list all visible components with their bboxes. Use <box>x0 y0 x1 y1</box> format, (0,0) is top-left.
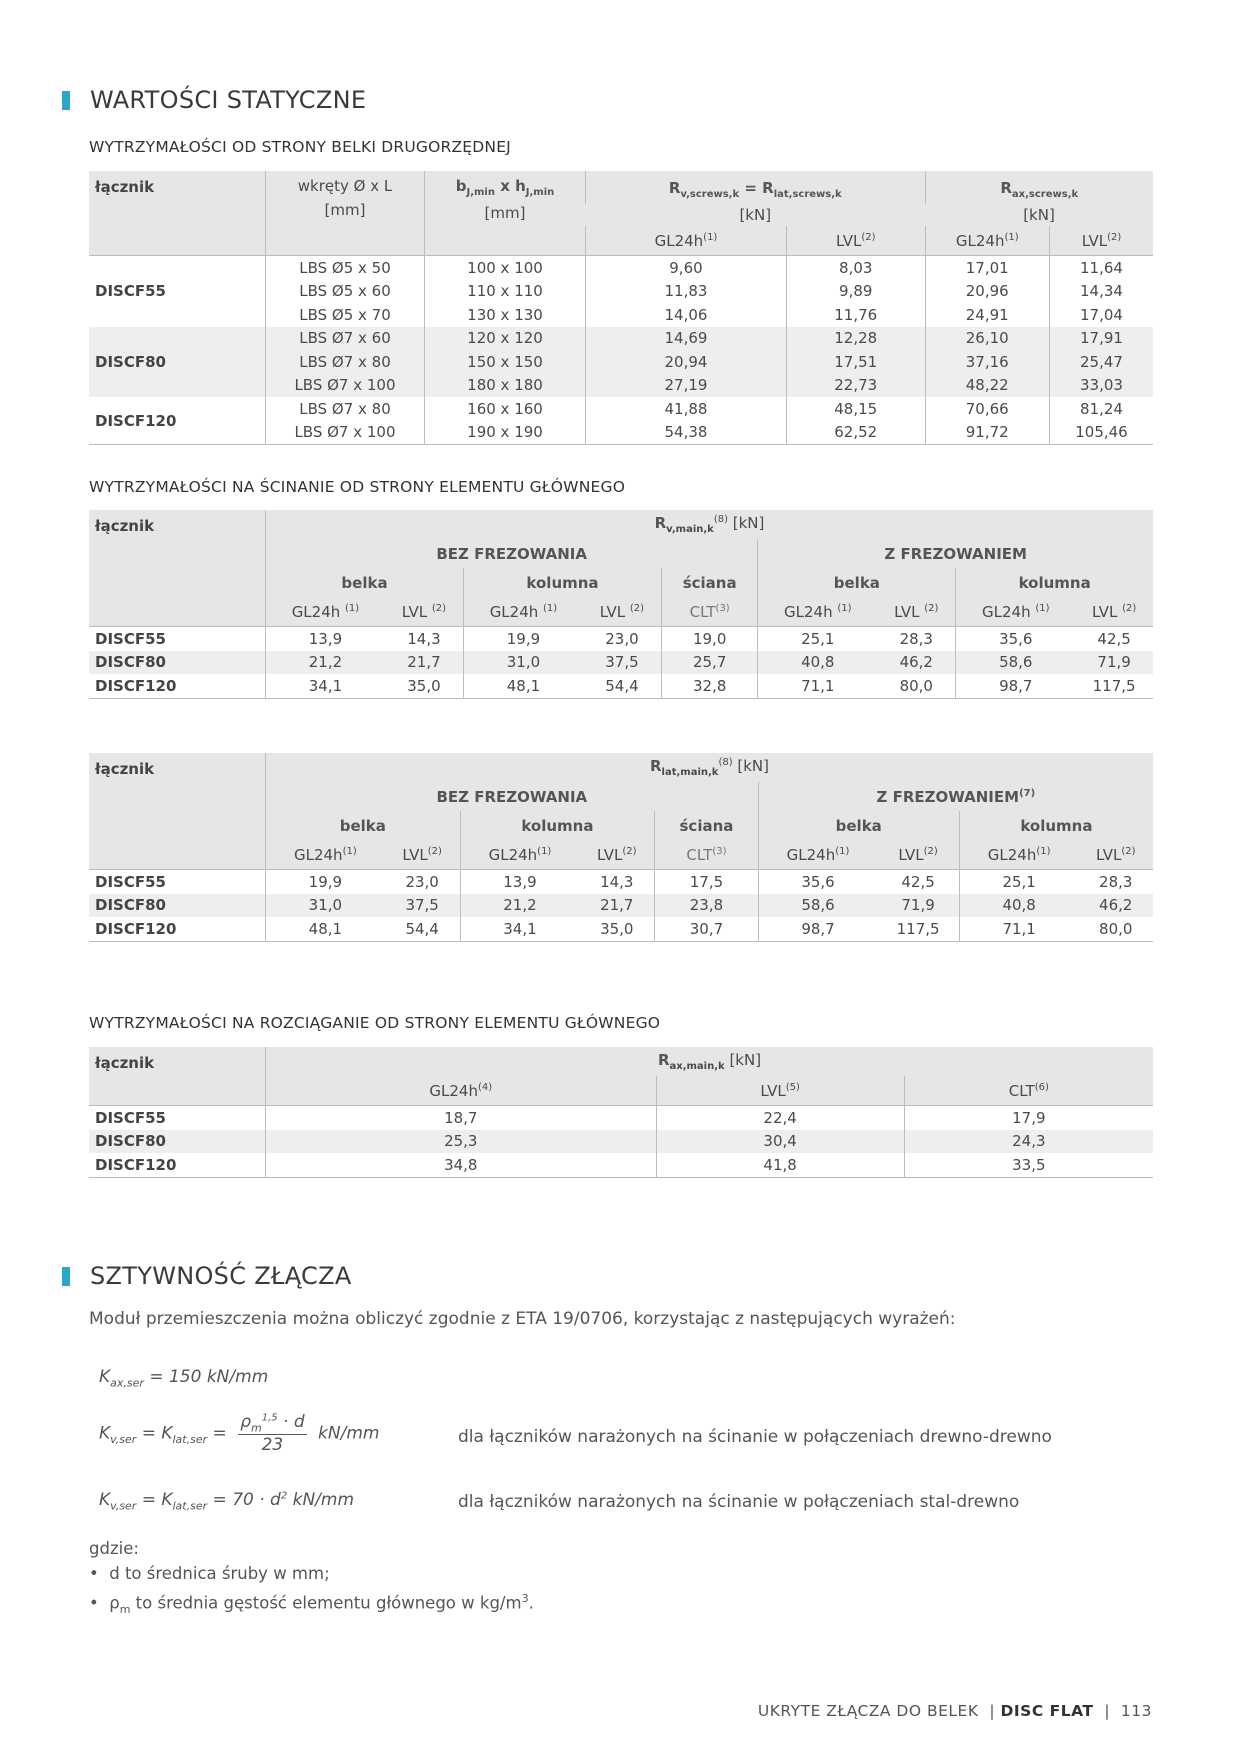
sub-gl: $GL24h^{(1)}$ <box>266 840 385 870</box>
table-cell: 35,0 <box>385 674 464 698</box>
table-cell: 120 x 120 <box>425 327 586 351</box>
table-cell: 9,60 <box>586 256 787 280</box>
table-row <box>89 256 1153 280</box>
table-cell: 71,1 <box>758 674 877 698</box>
sub-gl: $GL24h^{(1)}$ <box>460 840 579 870</box>
formula-kv-steel-desc: dla łączników narażonych na ścinanie w połączeniach stal-drewno <box>458 1492 1020 1512</box>
col-r: $R_{ax,main,k}$ [kN] <box>266 1047 1154 1076</box>
section-title: SZTYWNOŚĆ ZŁĄCZA <box>90 1262 352 1290</box>
table-cell: 48,15 <box>786 397 925 421</box>
col-screws <box>266 171 425 256</box>
connector-name: DISCF120 <box>89 917 266 941</box>
table-cell: 26,10 <box>925 327 1049 351</box>
table-cell: 31,0 <box>266 894 385 918</box>
table2-title: WYTRZYMAŁOŚCI NA ŚCINANIE OD STRONY ELEMENTU GŁÓWNEGO <box>89 478 626 496</box>
sub-gl: GL24h $^{(1)}$ <box>956 597 1075 627</box>
table-cell: 81,24 <box>1049 397 1153 421</box>
col-connector: łącznik <box>89 1047 266 1106</box>
table-cell: 33,03 <box>1049 374 1153 398</box>
table-cell: 31,0 <box>464 651 583 675</box>
table-cell: 9,89 <box>786 280 925 304</box>
connector-name: DISCF55 <box>89 256 266 327</box>
col-connector: łącznik <box>89 510 266 627</box>
sub-lvl: LVL $^{(2)}$ <box>385 597 464 627</box>
table-cell: 160 x 160 <box>425 397 586 421</box>
unit-label: [mm] <box>484 204 526 222</box>
sub-clt: CLT$^{(3)}$ <box>662 597 758 627</box>
table-cell: LBS Ø7 x 80 <box>266 397 425 421</box>
sub-clt: CLT$^{(6)}$ <box>904 1076 1153 1106</box>
group-z: Z FREZOWANIEM <box>758 539 1153 568</box>
section-marker <box>62 1267 70 1286</box>
table-cell: 21,7 <box>579 894 654 918</box>
table-cell: 54,4 <box>385 917 460 941</box>
col-r: $R_{lat,main,k}^{(8)}$ [kN] <box>266 753 1154 782</box>
table-row <box>89 674 1153 698</box>
connector-name: DISCF120 <box>89 1153 266 1177</box>
table-cell: 17,5 <box>655 870 758 894</box>
formula-kax: $K_{ax,ser} = 150$ kN/mm <box>99 1367 269 1390</box>
table-cell: 11,83 <box>586 280 787 304</box>
table-row <box>89 327 1153 351</box>
sub-gl: $GL24h^{(1)}$ <box>586 226 787 256</box>
table-cell: 71,9 <box>1075 651 1153 675</box>
where-list <box>89 1536 534 1622</box>
table-cell: 35,6 <box>758 870 877 894</box>
table-cell: 150 x 150 <box>425 350 586 374</box>
table-cell: 42,5 <box>1075 627 1153 651</box>
col-connector: łącznik <box>89 753 266 870</box>
table-cell: 48,22 <box>925 374 1049 398</box>
sub-lvl: LVL$^{(2)}$ <box>877 840 959 870</box>
col-rax: $R_{ax,screws,k}$ <box>925 171 1153 204</box>
table-cell: 23,0 <box>583 627 662 651</box>
group-bez: BEZ FREZOWANIA <box>266 782 759 811</box>
table-row <box>89 1106 1153 1130</box>
table-cell: LBS Ø5 x 70 <box>266 303 425 327</box>
table-lateral-main <box>89 753 1153 942</box>
sub-kolumna: kolumna <box>959 811 1153 840</box>
sub-gl: GL24h $^{(1)}$ <box>464 597 583 627</box>
sub-kolumna: kolumna <box>956 568 1153 597</box>
table-cell: 58,6 <box>956 651 1075 675</box>
formula-kv-wood: $K_{v,ser} = K_{lat,ser}$ = $\frac{\rho_m^{1,5} \cdot d}{23}$ kN/mm <box>99 1412 380 1456</box>
table-row <box>89 397 1153 421</box>
table-cell: 190 x 190 <box>425 421 586 445</box>
sub-kolumna: kolumna <box>464 568 662 597</box>
table-cell: 22,4 <box>656 1106 904 1130</box>
table-cell: LBS Ø5 x 60 <box>266 280 425 304</box>
table-cell: 14,69 <box>586 327 787 351</box>
table-cell: 8,03 <box>786 256 925 280</box>
sub-gl: $GL24h^{(1)}$ <box>925 226 1049 256</box>
table-cell: 80,0 <box>1079 917 1154 941</box>
table-cell: 105,46 <box>1049 421 1153 445</box>
table-row <box>89 1130 1153 1154</box>
table-row <box>89 1153 1153 1177</box>
table-cell: 17,9 <box>904 1106 1153 1130</box>
table-tension-main <box>89 1047 1153 1178</box>
table-cell: 11,64 <box>1049 256 1153 280</box>
table-cell: 54,4 <box>583 674 662 698</box>
table-cell: 20,94 <box>586 350 787 374</box>
formula-kv-wood-desc: dla łączników narażonych na ścinanie w połączeniach drewno-drewno <box>458 1427 1052 1447</box>
fraction: $\frac{\rho_m^{1,5} \cdot d}{23}$ <box>240 1412 305 1456</box>
table-cell: 48,1 <box>464 674 583 698</box>
table-cell: 13,9 <box>460 870 579 894</box>
sub-belka: belka <box>266 811 461 840</box>
table-cell: 46,2 <box>877 651 956 675</box>
table-cell: 34,1 <box>266 674 385 698</box>
sub-lvl: LVL$^{(2)}$ <box>1079 840 1154 870</box>
table-cell: 12,28 <box>786 327 925 351</box>
table-row <box>89 627 1153 651</box>
formula-kv-steel: $K_{v,ser} = K_{lat,ser} = 70 \cdot d^2$ kN/mm <box>99 1490 355 1513</box>
table-row <box>89 894 1153 918</box>
connector-name: DISCF80 <box>89 327 266 398</box>
table-shear-main <box>89 510 1153 699</box>
table-cell: 25,1 <box>758 627 877 651</box>
sub-sciana: ściana <box>662 568 758 597</box>
table-cell: 17,01 <box>925 256 1049 280</box>
table-cell: 17,51 <box>786 350 925 374</box>
table-cell: LBS Ø7 x 80 <box>266 350 425 374</box>
sub-lvl: LVL $^{(2)}$ <box>1075 597 1153 627</box>
table-cell: 14,34 <box>1049 280 1153 304</box>
table-secondary-beam <box>89 171 1153 445</box>
table-cell: 37,5 <box>385 894 460 918</box>
table-cell: 80,0 <box>877 674 956 698</box>
col-rv: $R_{v,screws,k} = R_{lat,screws,k}$ <box>586 171 926 204</box>
table-row <box>89 651 1153 675</box>
section-header-static <box>62 86 366 114</box>
table-cell: 40,8 <box>959 894 1078 918</box>
sub-gl: GL24h $^{(1)}$ <box>266 597 385 627</box>
table-cell: 22,73 <box>786 374 925 398</box>
table-cell: 110 x 110 <box>425 280 586 304</box>
section-marker <box>62 91 70 110</box>
unit-kn: [kN] <box>586 204 926 226</box>
table-cell: 25,7 <box>662 651 758 675</box>
table-cell: 70,66 <box>925 397 1049 421</box>
unit-kn: [kN] <box>925 204 1153 226</box>
section-title: WARTOŚCI STATYCZNE <box>90 86 367 114</box>
table-row <box>89 870 1153 894</box>
where-label: gdzie: <box>89 1539 139 1558</box>
connector-name: DISCF55 <box>89 1106 266 1130</box>
table-cell: 21,7 <box>385 651 464 675</box>
table-cell: 28,3 <box>1079 870 1154 894</box>
table-cell: 25,47 <box>1049 350 1153 374</box>
table-cell: 25,1 <box>959 870 1078 894</box>
table1-title: WYTRZYMAŁOŚCI OD STRONY BELKI DRUGORZĘDNEJ <box>89 138 511 156</box>
connector-name: DISCF80 <box>89 651 266 675</box>
table-cell: 98,7 <box>758 917 877 941</box>
table-cell: 14,06 <box>586 303 787 327</box>
table-cell: 48,1 <box>266 917 385 941</box>
group-bez: BEZ FREZOWANIA <box>266 539 758 568</box>
connector-name: DISCF120 <box>89 397 266 445</box>
bj-label: $b_{J,min}$ x $h_{J,min}$ <box>455 177 555 198</box>
table-cell: 30,4 <box>656 1130 904 1154</box>
sub-clt: CLT$^{(3)}$ <box>655 840 758 870</box>
table-cell: 180 x 180 <box>425 374 586 398</box>
table-cell: 130 x 130 <box>425 303 586 327</box>
table-cell: 20,96 <box>925 280 1049 304</box>
sub-lvl: LVL$^{(2)}$ <box>385 840 460 870</box>
table-cell: 17,91 <box>1049 327 1153 351</box>
page-footer: UKRYTE ZŁĄCZA DO BELEK | DISC FLAT | 113 <box>757 1702 1152 1720</box>
col-connector: łącznik <box>89 171 266 256</box>
sub-lvl: LVL$^{(2)}$ <box>786 226 925 256</box>
sub-belka: belka <box>758 568 956 597</box>
table-cell: 41,8 <box>656 1153 904 1177</box>
connector-name: DISCF80 <box>89 1130 266 1154</box>
sub-belka: belka <box>758 811 959 840</box>
table-cell: 91,72 <box>925 421 1049 445</box>
table-cell: 71,9 <box>877 894 959 918</box>
col-r: $R_{v,main,k}^{(8)}$ [kN] <box>266 510 1154 539</box>
stiffness-intro: Moduł przemieszczenia można obliczyć zgodnie z ETA 19/0706, korzystając z następujących wyrażeń: <box>89 1309 956 1329</box>
connector-name: DISCF55 <box>89 870 266 894</box>
table-cell: LBS Ø7 x 100 <box>266 374 425 398</box>
table-cell: 35,0 <box>579 917 654 941</box>
table-cell: 98,7 <box>956 674 1075 698</box>
table-cell: 40,8 <box>758 651 877 675</box>
sub-gl: $GL24h^{(1)}$ <box>959 840 1078 870</box>
table-cell: 33,5 <box>904 1153 1153 1177</box>
table-cell: LBS Ø7 x 100 <box>266 421 425 445</box>
table-cell: 37,16 <box>925 350 1049 374</box>
table-cell: 58,6 <box>758 894 877 918</box>
table-cell: 41,88 <box>586 397 787 421</box>
sub-gl: $GL24h^{(4)}$ <box>266 1076 657 1106</box>
table-cell: 23,0 <box>385 870 460 894</box>
table-cell: 27,19 <box>586 374 787 398</box>
sub-lvl: LVL$^{(5)}$ <box>656 1076 904 1106</box>
sub-lvl: LVL$^{(2)}$ <box>579 840 654 870</box>
table-cell: 34,1 <box>460 917 579 941</box>
table-cell: 62,52 <box>786 421 925 445</box>
table-cell: 100 x 100 <box>425 256 586 280</box>
sub-lvl: LVL $^{(2)}$ <box>583 597 662 627</box>
table-cell: 117,5 <box>877 917 959 941</box>
sub-sciana: ściana <box>655 811 758 840</box>
table-cell: 18,7 <box>266 1106 657 1130</box>
sub-gl: $GL24h^{(1)}$ <box>758 840 877 870</box>
connector-name: DISCF80 <box>89 894 266 918</box>
table-cell: 25,3 <box>266 1130 657 1154</box>
sub-gl: GL24h $^{(1)}$ <box>758 597 877 627</box>
sub-lvl: LVL$^{(2)}$ <box>1049 226 1153 256</box>
sub-lvl: LVL $^{(2)}$ <box>877 597 956 627</box>
table-cell: 14,3 <box>579 870 654 894</box>
section-header-stiffness <box>62 1262 352 1290</box>
list-item: • $\rho_m$ to średnia gęstość elementu głównego w $kg/m^3$. <box>89 1592 534 1616</box>
table-cell: 11,76 <box>786 303 925 327</box>
table-cell: 37,5 <box>583 651 662 675</box>
list-item: • d to średnica śruby w mm; <box>89 1564 330 1583</box>
screws-label: wkręty Ø x L <box>297 177 393 195</box>
sub-belka: belka <box>266 568 464 597</box>
connector-name: DISCF120 <box>89 674 266 698</box>
table-cell: 24,91 <box>925 303 1049 327</box>
unit-label: [mm] <box>324 201 366 219</box>
group-z: Z FREZOWANIEM$^{(7)}$ <box>758 782 1153 811</box>
table-cell: 54,38 <box>586 421 787 445</box>
table-cell: 28,3 <box>877 627 956 651</box>
table-cell: 21,2 <box>266 651 385 675</box>
table-cell: 13,9 <box>266 627 385 651</box>
table-cell: 71,1 <box>959 917 1078 941</box>
table-row <box>89 917 1153 941</box>
sub-kolumna: kolumna <box>460 811 655 840</box>
table-cell: 35,6 <box>956 627 1075 651</box>
table-cell: 14,3 <box>385 627 464 651</box>
table-cell: 23,8 <box>655 894 758 918</box>
table-cell: 19,9 <box>266 870 385 894</box>
table-cell: 42,5 <box>877 870 959 894</box>
table-cell: 21,2 <box>460 894 579 918</box>
connector-name: DISCF55 <box>89 627 266 651</box>
table-cell: 34,8 <box>266 1153 657 1177</box>
table-cell: LBS Ø5 x 50 <box>266 256 425 280</box>
table-cell: 46,2 <box>1079 894 1154 918</box>
col-bj <box>425 171 586 256</box>
table-cell: 19,9 <box>464 627 583 651</box>
table-cell: 32,8 <box>662 674 758 698</box>
table-cell: 17,04 <box>1049 303 1153 327</box>
table-cell: LBS Ø7 x 60 <box>266 327 425 351</box>
table-cell: 19,0 <box>662 627 758 651</box>
table-cell: 117,5 <box>1075 674 1153 698</box>
table4-title: WYTRZYMAŁOŚCI NA ROZCIĄGANIE OD STRONY ELEMENTU GŁÓWNEGO <box>89 1014 661 1032</box>
table-cell: 24,3 <box>904 1130 1153 1154</box>
table-cell: 30,7 <box>655 917 758 941</box>
